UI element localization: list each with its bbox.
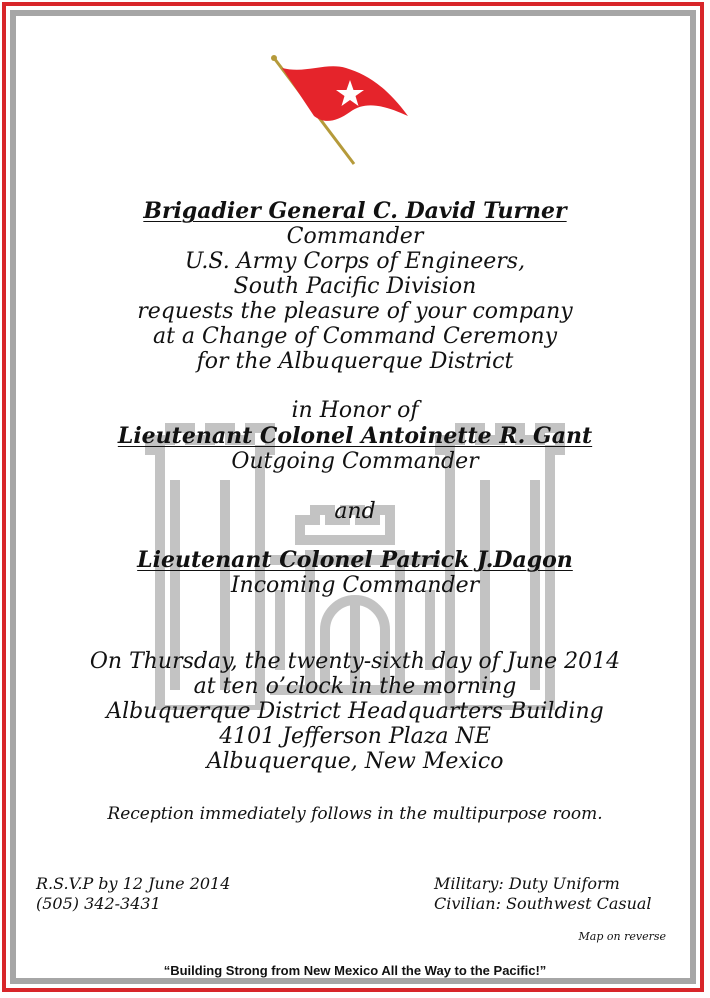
org-line-1: U.S. Army Corps of Engineers, (184, 249, 526, 274)
reception-note: Reception immediately follows in the multipurpose room. (107, 804, 603, 824)
rsvp-date: R.S.V.P by 12 June 2014 (36, 874, 231, 893)
outgoing-commander-name: Lieutenant Colonel Antoinette R. Gant (117, 423, 593, 449)
rsvp-block (36, 874, 230, 914)
date-line: On Thursday, the twenty-sixth day of June 2014 (89, 649, 621, 674)
map-note: Map on reverse (578, 930, 666, 943)
host-title: Commander (286, 224, 424, 249)
dress-military: Military: Duty Uniform (434, 874, 620, 893)
request-line-2: at a Change of Command Ceremony (152, 324, 558, 349)
request-line-1: requests the pleasure of your company (137, 299, 573, 324)
outgoing-commander-title: Outgoing Commander (231, 449, 479, 474)
venue-line-1: Albuquerque District Headquarters Building (106, 699, 604, 724)
incoming-commander-title: Incoming Commander (230, 573, 480, 598)
dress-code-block (434, 874, 652, 914)
host-name: Brigadier General C. David Turner (143, 198, 567, 224)
org-line-2: South Pacific Division (233, 274, 477, 299)
incoming-commander-name: Lieutenant Colonel Patrick J.Dagon (137, 547, 573, 573)
conjunction: and (334, 499, 376, 524)
time-line: at ten o’clock in the morning (193, 674, 517, 699)
rsvp-phone: (505) 342-3431 (36, 894, 161, 913)
venue-line-2: 4101 Jefferson Plaza NE (219, 724, 491, 749)
venue-line-3: Albuquerque, New Mexico (206, 749, 504, 774)
request-line-3: for the Albuquerque District (196, 349, 514, 374)
slogan: “Building Strong from New Mexico All the Way to the Pacific!” (163, 963, 547, 978)
dress-civilian: Civilian: Southwest Casual (434, 894, 652, 913)
honor-intro: in Honor of (291, 398, 419, 423)
general-star-flag-icon (266, 52, 416, 170)
